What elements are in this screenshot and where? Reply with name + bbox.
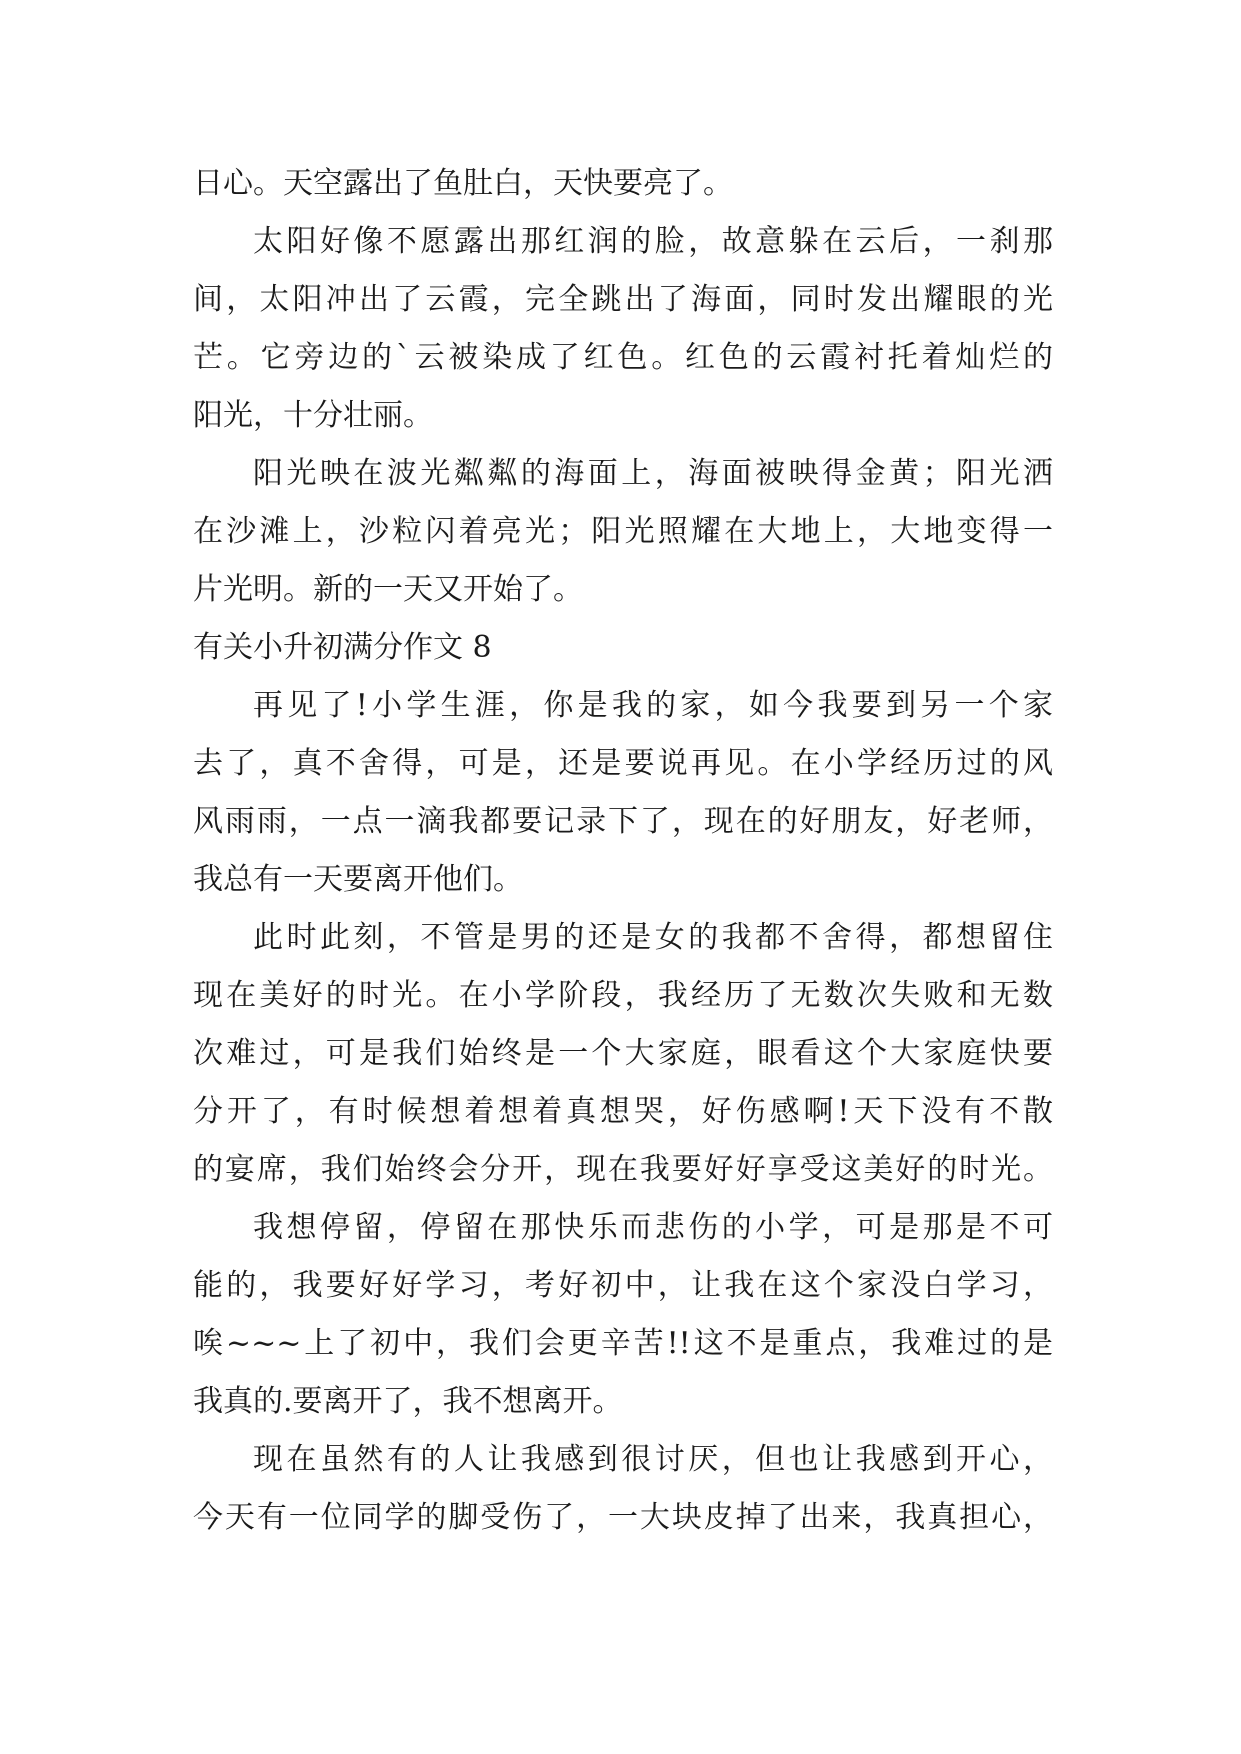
text-line: 现在美好的时光。在小学阶段，我经历了无数次失败和无数 [193,978,1053,1013]
text-line: 现在虽然有的人让我感到很讨厌，但也让我感到开心， [253,1442,1053,1477]
text-line: 次难过，可是我们始终是一个大家庭，眼看这个大家庭快要 [193,1036,1053,1071]
text-line: 再见了!小学生涯，你是我的家，如今我要到另一个家 [253,688,1053,723]
text-line: 唉~~~上了初中，我们会更辛苦!!这不是重点，我难过的是 [193,1326,1053,1361]
text-line: 在沙滩上，沙粒闪着亮光；阳光照耀在大地上，大地变得一 [193,514,1053,549]
text-line: 能的，我要好好学习，考好初中，让我在这个家没白学习， [193,1268,1053,1303]
text-line: 我总有一天要离开他们。 [193,862,523,897]
text-line: 此时此刻，不管是男的还是女的我都不舍得，都想留住 [253,920,1053,955]
text-line: 芒。它旁边的`云被染成了红色。红色的云霞衬托着灿烂的 [193,340,1053,375]
text-line: 风雨雨，一点一滴我都要记录下了，现在的好朋友，好老师， [193,804,1053,839]
text-line: 的宴席，我们始终会分开，现在我要好好享受这美好的时光。 [193,1152,1053,1187]
text-line: 分开了，有时候想着想着真想哭，好伤感啊!天下没有不散 [193,1094,1053,1129]
text-line: 太阳好像不愿露出那红润的脸，故意躲在云后，一刹那 [253,224,1053,259]
text-line: 片光明。新的一天又开始了。 [193,572,583,607]
text-line: 今天有一位同学的脚受伤了，一大块皮掉了出来，我真担心， [193,1500,1053,1535]
text-line: 我想停留，停留在那快乐而悲伤的小学，可是那是不可 [253,1210,1053,1245]
section-heading: 有关小升初满分作文 8 [193,630,492,665]
text-line: 阳光映在波光粼粼的海面上，海面被映得金黄；阳光洒 [253,456,1053,491]
document-body [193,155,1053,1547]
text-line: 去了，真不舍得，可是，还是要说再见。在小学经历过的风 [193,746,1053,781]
text-line: 我真的.要离开了，我不想离开。 [193,1384,623,1419]
text-line: 阳光，十分壮丽。 [193,398,433,433]
text-line: 间，太阳冲出了云霞，完全跳出了海面，同时发出耀眼的光 [193,282,1053,317]
text-line: 日心。天空露出了鱼肚白，天快要亮了。 [193,166,733,201]
